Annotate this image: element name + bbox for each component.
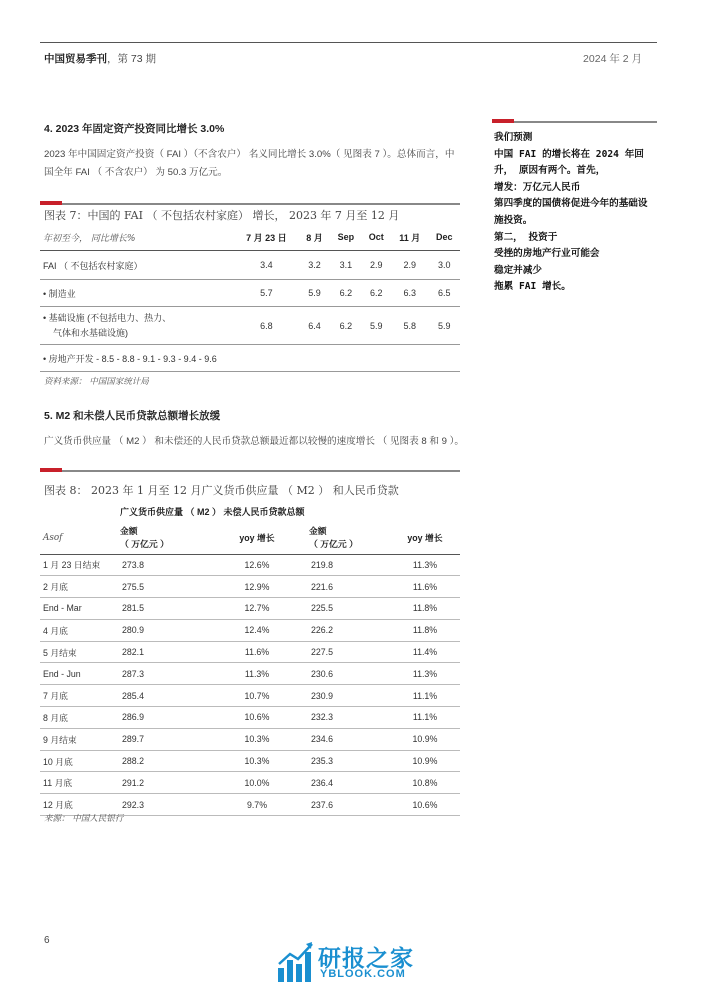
- row-label: 10 月底: [40, 750, 119, 772]
- cell: 5.7: [234, 280, 299, 307]
- asof-header: Asof: [40, 522, 119, 554]
- cell: 292.3: [119, 794, 206, 816]
- yoy-header: yoy 增长: [390, 522, 460, 554]
- cell: 9.7%: [206, 794, 308, 816]
- cell: 11.6%: [390, 576, 460, 598]
- figure-8-rule: [40, 470, 460, 472]
- cell: 10.9%: [390, 750, 460, 772]
- table-row: [40, 707, 460, 729]
- col-header: 7 月 23 日: [234, 224, 299, 251]
- figure-7-accent: [40, 201, 62, 205]
- figure-7-source: 资料来源： 中国国家统计局: [44, 377, 149, 387]
- cell: 3.4: [234, 251, 299, 280]
- cell: 10.6%: [390, 794, 460, 816]
- cell: 10.3%: [206, 728, 308, 750]
- cell: 6.2: [330, 280, 361, 307]
- table-row: [40, 728, 460, 750]
- table-row: [40, 772, 460, 794]
- cell: 226.2: [308, 619, 390, 641]
- table-header-row: [40, 522, 460, 554]
- table-row: [40, 619, 460, 641]
- cell: 289.7: [119, 728, 206, 750]
- row-header: 年初至今， 同比增长%: [40, 224, 234, 251]
- sidebar-rule: [492, 121, 657, 123]
- cell: 230.9: [308, 685, 390, 707]
- table-row: [40, 641, 460, 663]
- cell: 12.9%: [206, 576, 308, 598]
- cell: 225.5: [308, 598, 390, 620]
- cell: 291.2: [119, 772, 206, 794]
- row-label: • 制造业: [40, 280, 234, 307]
- row-label: 4 月底: [40, 619, 119, 641]
- amount-header: 金额 （ 万亿元 ）: [119, 522, 206, 554]
- cell: 10.7%: [206, 685, 308, 707]
- table-row: [40, 598, 460, 620]
- col-header: 11 月: [391, 224, 429, 251]
- cell: 5.8: [391, 307, 429, 345]
- cell: 6.2: [362, 280, 391, 307]
- row-label: 8 月底: [40, 707, 119, 729]
- logo-text: 研报之家: [318, 945, 414, 971]
- amount-header: 金额 （ 万亿元 ）: [308, 522, 390, 554]
- cell: 6.2: [330, 307, 361, 345]
- m2-table: [40, 522, 460, 816]
- cell: 227.5: [308, 641, 390, 663]
- sidebar-forecast: 我们预测 中国 FAI 的增长将在 2024 年回 升， 原因有两个。首先， 增发：万亿元人民币 第四季度的国债将促进今年的基础设 施投资。 第二， 投资于 受挫的房地产行业可能会 稳定并减少 拖累 FAI 增长。: [494, 132, 648, 293]
- cell: 2.9: [391, 251, 429, 280]
- cell: 219.8: [308, 554, 390, 576]
- col-header: 8 月: [299, 224, 330, 251]
- cell: 280.9: [119, 619, 206, 641]
- figure-8-source: 来源： 中国人民银行: [44, 814, 124, 824]
- figure-8-title: 图表 8： 2023 年 1 月至 12 月广义货币供应量 （ M2 ） 和人民币贷款: [44, 484, 399, 497]
- cell: 273.8: [119, 554, 206, 576]
- yoy-header: yoy 增长: [206, 522, 308, 554]
- row-label: 5 月结束: [40, 641, 119, 663]
- cell: 11.1%: [390, 685, 460, 707]
- table-row: [40, 663, 460, 685]
- cell: 221.6: [308, 576, 390, 598]
- table-header-row: [40, 224, 460, 251]
- table-row: [40, 280, 460, 307]
- cell: 10.9%: [390, 728, 460, 750]
- cell: 6.4: [299, 307, 330, 345]
- m2-table-body: [40, 554, 460, 816]
- cell: 275.5: [119, 576, 206, 598]
- cell: 11.3%: [390, 554, 460, 576]
- col-header: Oct: [362, 224, 391, 251]
- cell: 3.2: [299, 251, 330, 280]
- figure-7-rule: [40, 203, 460, 205]
- page-number: 6: [44, 935, 50, 946]
- row-label: • 房地产开发 - 8.5 - 8.8 - 9.1 - 9.3 - 9.4 - 9.6: [40, 345, 460, 372]
- cell: 235.3: [308, 750, 390, 772]
- section-4-paragraph: 2023 年中国固定资产投资（ FAI ）（不含农户） 名义同比增长 3.0%（ 见图表 7 ）。总体而言，中 国全年 FAI （ 不含农户） 为 50.3 万亿元。: [44, 149, 455, 178]
- cell: 11.1%: [390, 707, 460, 729]
- figure-8-group-header: 广义货币供应量 （ M2 ） 未偿人民币贷款总额: [120, 507, 305, 517]
- cell: 234.6: [308, 728, 390, 750]
- cell: 11.6%: [206, 641, 308, 663]
- table-row: [40, 251, 460, 280]
- row-label: End - Jun: [40, 663, 119, 685]
- row-label: FAI （ 不包括农村家庭）: [40, 251, 234, 280]
- cell: 11.8%: [390, 598, 460, 620]
- cell: 12.6%: [206, 554, 308, 576]
- cell: 5.9: [429, 307, 460, 345]
- row-label: 1 月 23 日结束: [40, 554, 119, 576]
- cell: 287.3: [119, 663, 206, 685]
- sidebar-accent: [492, 119, 514, 123]
- cell: 5.9: [299, 280, 330, 307]
- cell: 6.3: [391, 280, 429, 307]
- cell: 2.9: [362, 251, 391, 280]
- row-label: 7 月底: [40, 685, 119, 707]
- cell: 11.3%: [390, 663, 460, 685]
- cell: 6.8: [234, 307, 299, 345]
- cell: 232.3: [308, 707, 390, 729]
- cell: 3.0: [429, 251, 460, 280]
- cell: 11.4%: [390, 641, 460, 663]
- section-5-title: 5. M2 和未偿人民币贷款总额增长放缓: [44, 410, 221, 422]
- row-label: 12 月底: [40, 794, 119, 816]
- section-5-paragraph: 广义货币供应量 （ M2 ） 和未偿还的人民币贷款总额最近都以较慢的速度增长 （ 见图表 8 和 9 ）。: [44, 436, 465, 447]
- cell: 10.0%: [206, 772, 308, 794]
- table-row: [40, 750, 460, 772]
- figure-8-accent: [40, 468, 62, 472]
- row-label: • 基础设施 (不包括电力、热力、 气体和水基础设施): [40, 307, 234, 345]
- table-row: [40, 554, 460, 576]
- cell: 286.9: [119, 707, 206, 729]
- table-row: [40, 307, 460, 345]
- cell: 3.1: [330, 251, 361, 280]
- figure-7-title: 图表 7：中国的 FAI （ 不包括农村家庭） 增长， 2023 年 7 月至 12 月: [44, 209, 400, 222]
- cell: 236.4: [308, 772, 390, 794]
- cell: 282.1: [119, 641, 206, 663]
- cell: 12.4%: [206, 619, 308, 641]
- cell: 10.8%: [390, 772, 460, 794]
- cell: 11.8%: [390, 619, 460, 641]
- row-label: End - Mar: [40, 598, 119, 620]
- cell: 6.5: [429, 280, 460, 307]
- cell: 237.6: [308, 794, 390, 816]
- table-row: [40, 345, 460, 372]
- row-label: 11 月底: [40, 772, 119, 794]
- section-4-title: 4. 2023 年固定资产投资同比增长 3.0%: [44, 123, 225, 135]
- cell: 281.5: [119, 598, 206, 620]
- cell: 10.3%: [206, 750, 308, 772]
- publication-date: 2024 年 2 月: [583, 53, 642, 65]
- cell: 10.6%: [206, 707, 308, 729]
- row-label: 9 月结束: [40, 728, 119, 750]
- cell: 5.9: [362, 307, 391, 345]
- bar-chart-logo-icon: [276, 940, 316, 984]
- publication-title: 中国贸易季刊，第 73 期: [44, 53, 157, 65]
- col-header: Sep: [330, 224, 361, 251]
- logo-url: YBLOOK.COM: [320, 968, 406, 980]
- cell: 230.6: [308, 663, 390, 685]
- header-rule: [40, 42, 657, 43]
- cell: 12.7%: [206, 598, 308, 620]
- row-label: 2 月底: [40, 576, 119, 598]
- cell: 11.3%: [206, 663, 308, 685]
- fai-table: [40, 224, 460, 372]
- cell: 285.4: [119, 685, 206, 707]
- table-row: [40, 685, 460, 707]
- col-header: Dec: [429, 224, 460, 251]
- cell: 288.2: [119, 750, 206, 772]
- table-row: [40, 576, 460, 598]
